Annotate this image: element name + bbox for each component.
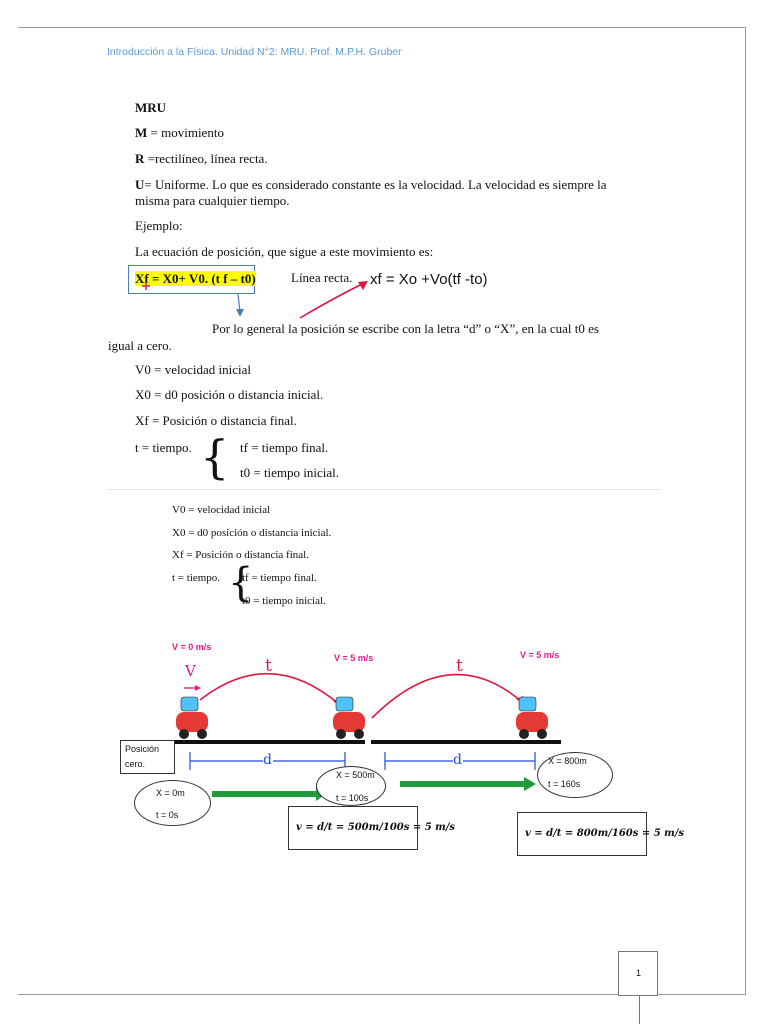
straight-line-label: Línea recta. (291, 270, 353, 285)
velocity-equation-1: v = d/t = 500m/100s = 5 m/s (296, 822, 456, 833)
def2-final-position: Xf = Posición o distancia final. (172, 549, 309, 561)
handwritten-formula: xf = Xo +Vo(tf -to) (370, 271, 488, 288)
page-number: 1 (636, 968, 642, 978)
end-time: t = 160s (548, 779, 581, 789)
distance-symbol-1: d (263, 752, 272, 768)
origin-label-line1: Posición (125, 744, 160, 754)
green-arrow-1 (212, 791, 318, 797)
def-final-time: tf = tiempo final. (240, 440, 329, 455)
def2-time: t = tiempo. (172, 572, 221, 584)
definition-m: M = movimiento (135, 125, 224, 140)
def-time: t = tiempo. (135, 440, 192, 455)
end-position: X = 800m (548, 756, 587, 766)
middle-time: t = 100s (336, 793, 369, 803)
definition-u: U= Uniforme. Lo que es considerado constante es la velocidad. La velocidad es siempre la (135, 177, 607, 192)
def2-initial-position: X0 = d0 posición o distancia inicial. (172, 527, 332, 539)
section-title: MRU (135, 100, 167, 115)
position-formula: Xf = X0+ V0. (t f – t0) (135, 271, 256, 286)
def-initial-velocity: V0 = velocidad inicial (135, 362, 251, 377)
def2-final-time: tf = tiempo final. (242, 572, 317, 584)
general-note: Por lo general la posición se escribe con la letra “d” o “X”, en la cual t0 es (212, 321, 599, 336)
road-segment-2 (371, 740, 561, 744)
definition-r: R =rectilíneo, línea recta. (135, 151, 268, 166)
car-middle (333, 697, 365, 739)
middle-position: X = 500m (336, 770, 375, 780)
velocity-vector-head (195, 685, 201, 691)
def2-initial-velocity: V0 = velocidad inicial (172, 504, 271, 516)
definition-u-continued: misma para cualquier tiempo. (135, 193, 290, 208)
start-time: t = 0s (156, 810, 179, 820)
distance-symbol-2: d (453, 752, 462, 768)
time-brace-2: { (228, 560, 254, 606)
velocity-five-label-2: V = 5 m/s (520, 650, 560, 660)
def-final-position: Xf = Posición o distancia final. (135, 413, 297, 428)
example-label: Ejemplo: (135, 218, 183, 233)
def2-initial-time: t0 = tiempo inicial. (242, 595, 326, 607)
def-initial-position: X0 = d0 posición o distancia inicial. (135, 387, 324, 402)
time-symbol-2: t (456, 656, 463, 676)
equation-intro: La ecuación de posición, que sigue a este movimiento es: (135, 244, 434, 259)
general-note-continued: igual a cero. (108, 338, 172, 353)
time-arc-1 (200, 674, 340, 705)
origin-label-line2: cero. (125, 759, 146, 769)
page-header: Introducción a la Física. Unidad N°2: MRU. Prof. M.P.H. Gruber (107, 46, 402, 58)
green-arrow-2-head (524, 777, 536, 791)
time-brace: { (200, 430, 230, 484)
time-arc-2 (372, 675, 522, 718)
car-start (176, 697, 208, 739)
def-initial-time: t0 = tiempo inicial. (240, 465, 340, 480)
page-number-connector (639, 996, 640, 1024)
car-end (516, 697, 548, 739)
velocity-zero-label: V = 0 m/s (172, 642, 212, 652)
start-position: X = 0m (156, 788, 185, 798)
velocity-five-label-1: V = 5 m/s (334, 653, 374, 663)
time-symbol-1: t (265, 656, 272, 676)
green-arrow-2 (400, 781, 526, 787)
velocity-vector-symbol: V (185, 662, 196, 680)
velocity-equation-2: v = d/t = 800m/160s = 5 m/s (525, 828, 685, 839)
road-segment-1 (170, 740, 365, 744)
